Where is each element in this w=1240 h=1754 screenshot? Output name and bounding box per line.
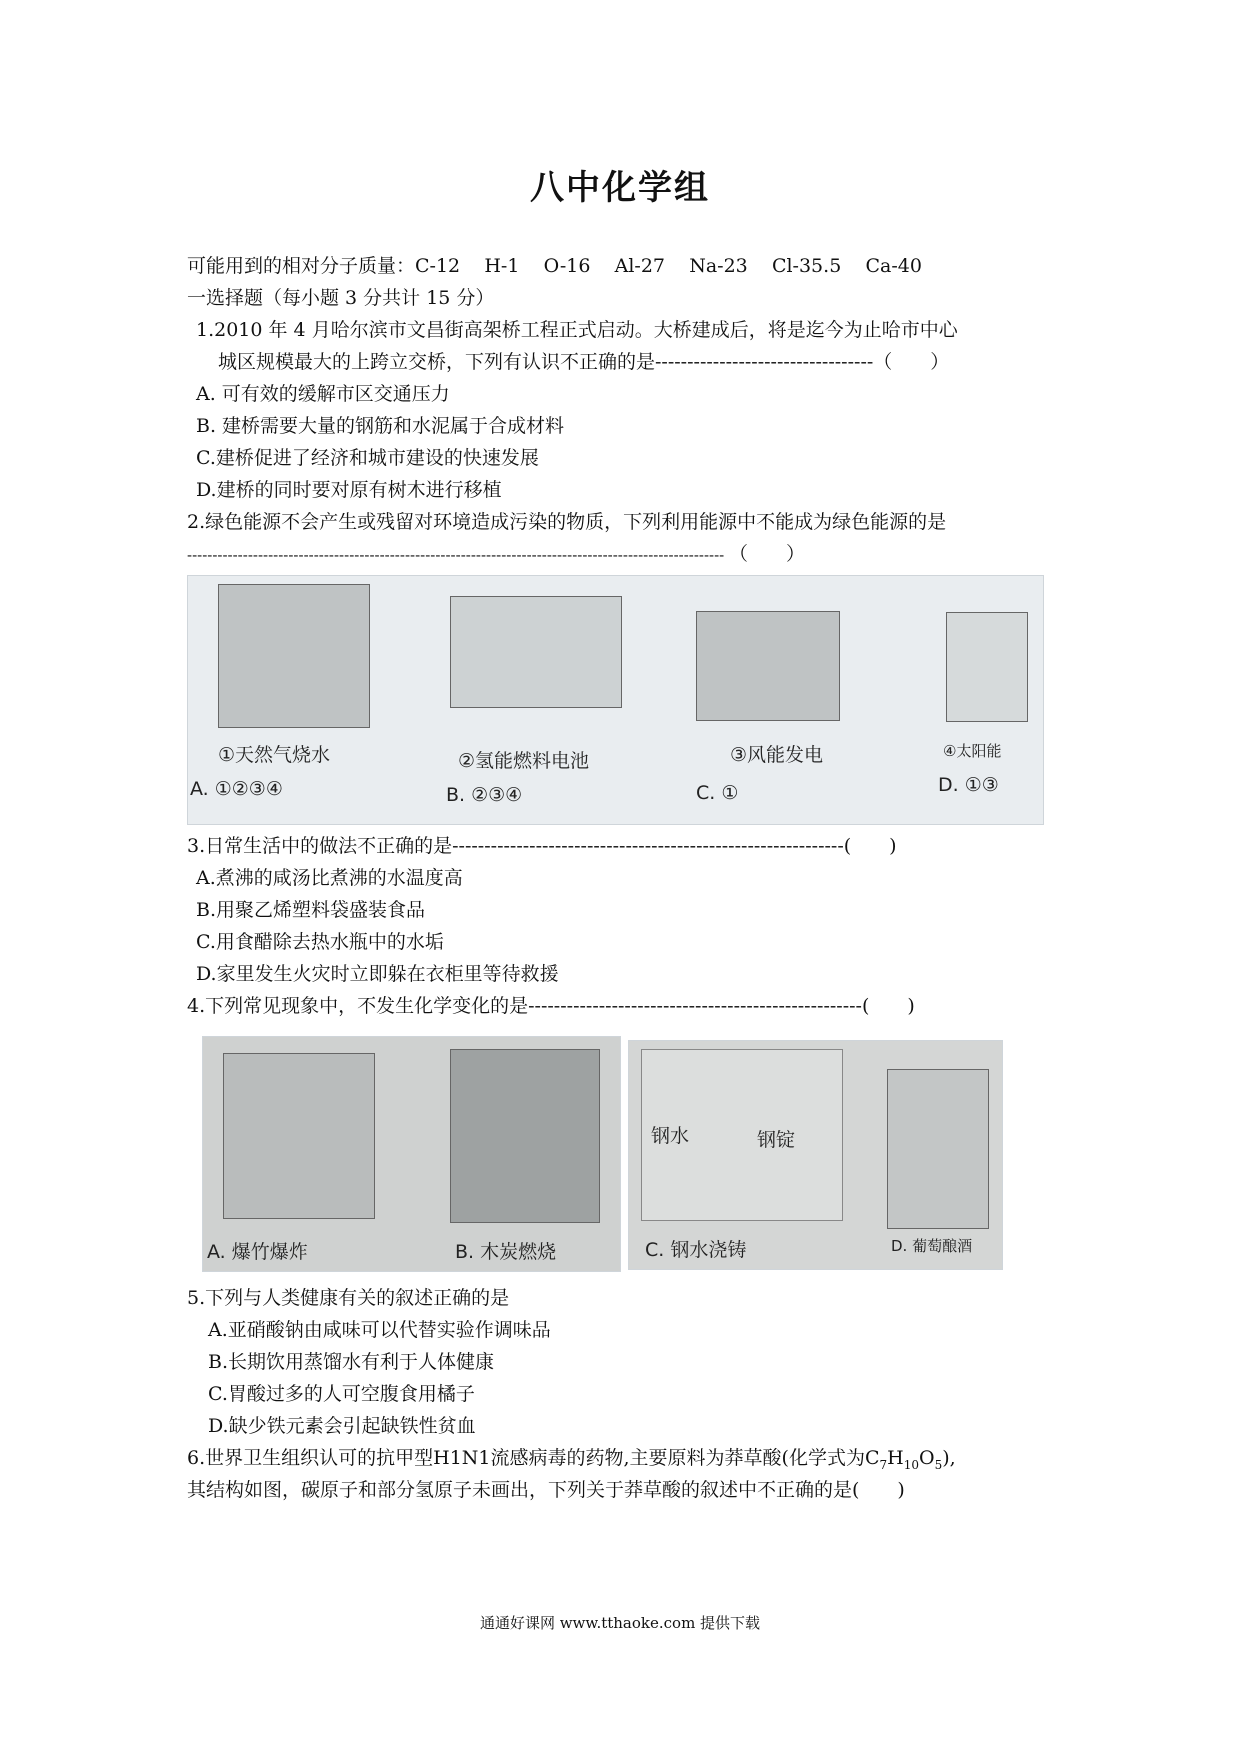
q4-image-panel-left xyxy=(202,1036,621,1272)
q3-option-a: A.煮沸的咸汤比煮沸的水温度高 xyxy=(196,867,463,889)
q6-stem-line1 xyxy=(187,1446,956,1477)
mass-cl: Cl-35.5 xyxy=(771,255,842,277)
q2-image-panel xyxy=(187,575,1044,825)
q1-option-c: C.建桥促进了经济和城市建设的快速发展 xyxy=(196,447,539,469)
q6-formula-o-count: 5 xyxy=(934,1457,943,1472)
q2-photo-solar xyxy=(946,612,1028,722)
q3-stem-line xyxy=(187,834,897,858)
relative-mass-line xyxy=(187,254,922,278)
q1-option-d: D.建桥的同时要对原有树木进行移植 xyxy=(196,479,502,501)
q2-caption-4: ④太阳能 xyxy=(943,742,1002,760)
q1-stem-line1: 1.2010 年 4 月哈尔滨市文昌街高架桥工程正式启动。大桥建成后，将是迄今为止哈市中心 xyxy=(196,319,958,341)
mass-na: Na-23 xyxy=(689,255,748,277)
q2-caption-3: ③风能发电 xyxy=(730,744,824,766)
q1-stem-text: 城区规模最大的上跨立交桥，下列有认识不正确的是---------------------------------- xyxy=(218,351,874,373)
q1-option-a: A. 可有效的缓解市区交通压力 xyxy=(196,383,450,405)
q4-stem: 4.下列常见现象中，不发生化学变化的是---------------------------------------------------- xyxy=(187,995,862,1017)
mass-o: O-16 xyxy=(543,255,591,277)
mass-c: C-12 xyxy=(415,255,461,277)
q4-stem-line xyxy=(187,994,915,1018)
q4-caption-a: A. 爆竹爆炸 xyxy=(207,1241,308,1263)
q2-caption-1: ①天然气烧水 xyxy=(218,744,331,766)
q1-option-b: B. 建桥需要大量的钢筋和水泥属于合成材料 xyxy=(196,415,565,437)
q3-option-c: C.用食醋除去热水瓶中的水垢 xyxy=(196,931,444,953)
q5-option-a: A.亚硝酸钠由咸味可以代替实验作调味品 xyxy=(208,1319,551,1341)
q2-photo-natural-gas xyxy=(218,584,370,728)
q4-image-panel-right xyxy=(628,1040,1003,1270)
mass-h: H-1 xyxy=(484,255,520,277)
q1-answer-blank: （ ） xyxy=(873,351,950,373)
q2-stem-line2 xyxy=(187,542,805,567)
mass-ca: Ca-40 xyxy=(865,255,922,277)
q4-label-steel-ingot: 钢锭 xyxy=(757,1129,796,1151)
q2-stem: 2.绿色能源不会产生或残留对环境造成污染的物质，下列利用能源中不能成为绿色能源的是 xyxy=(187,511,947,533)
q6-formula-c-count: 7 xyxy=(879,1457,888,1472)
q4-caption-d: D. 葡萄酿酒 xyxy=(891,1237,973,1255)
q2-photo-wind xyxy=(696,611,840,721)
q4-caption-b: B. 木炭燃烧 xyxy=(455,1241,557,1263)
q6-formula-h-count: 10 xyxy=(903,1457,919,1472)
q6-formula-h: H xyxy=(887,1447,904,1469)
q5-option-b: B.长期饮用蒸馏水有利于人体健康 xyxy=(208,1351,495,1373)
q1-stem-line2 xyxy=(218,350,949,374)
q3-option-b: B.用聚乙烯塑料袋盛装食品 xyxy=(196,899,426,921)
q4-photo-charcoal xyxy=(450,1049,600,1223)
q2-image-option-b: B. ②③④ xyxy=(446,784,523,806)
q6-stem-line2 xyxy=(187,1478,905,1502)
section-heading: 一选择题（每小题 3 分共计 15 分） xyxy=(187,287,495,309)
q6-stem2: 其结构如图，碳原子和部分氢原子未画出，下列关于莽草酸的叙述中不正确的是( xyxy=(187,1479,860,1501)
q3-option-d: D.家里发生火灾时立即躲在衣柜里等待救援 xyxy=(196,963,559,985)
q5-option-c: C.胃酸过多的人可空腹食用橘子 xyxy=(208,1383,475,1405)
q2-image-option-c: C. ① xyxy=(696,782,739,804)
q4-answer-blank: ( ) xyxy=(861,995,915,1017)
q2-image-option-d: D. ①③ xyxy=(938,774,999,796)
q4-photo-wine xyxy=(887,1069,989,1229)
q4-caption-c: C. 钢水浇铸 xyxy=(645,1239,747,1261)
q2-answer-blank: （ ） xyxy=(729,543,806,565)
q3-answer-blank: ( ) xyxy=(843,835,897,857)
q4-photo-firecracker xyxy=(223,1053,375,1219)
q5-stem: 5.下列与人类健康有关的叙述正确的是 xyxy=(187,1287,510,1309)
q6-stem-end: ), xyxy=(942,1447,956,1469)
mass-al: Al-27 xyxy=(614,255,666,277)
q2-dashes: ---------------------------------------------------------------------------------------------------------- xyxy=(187,546,725,564)
q6-answer-blank: ) xyxy=(859,1479,905,1501)
q6-stem-text: 6.世界卫生组织认可的抗甲型H1N1流感病毒的药物,主要原料为莽草酸(化学式为C xyxy=(187,1447,880,1469)
q3-stem: 3.日常生活中的做法不正确的是------------------------------------------------------------- xyxy=(187,835,844,857)
q6-formula-o: O xyxy=(919,1447,935,1469)
q4-label-molten-steel: 钢水 xyxy=(651,1125,690,1147)
q2-caption-2: ②氢能燃料电池 xyxy=(458,750,590,772)
page-footer: 通通好课网 www.tthaoke.com 提供下载 xyxy=(479,1614,761,1632)
page-title: 八中化学组 xyxy=(530,168,710,208)
q5-option-d: D.缺少铁元素会引起缺铁性贫血 xyxy=(208,1415,476,1437)
relative-mass-label: 可能用到的相对分子质量： xyxy=(187,255,416,277)
q2-photo-fuel-cell xyxy=(450,596,622,708)
q2-image-option-a: A. ①②③④ xyxy=(190,778,283,800)
